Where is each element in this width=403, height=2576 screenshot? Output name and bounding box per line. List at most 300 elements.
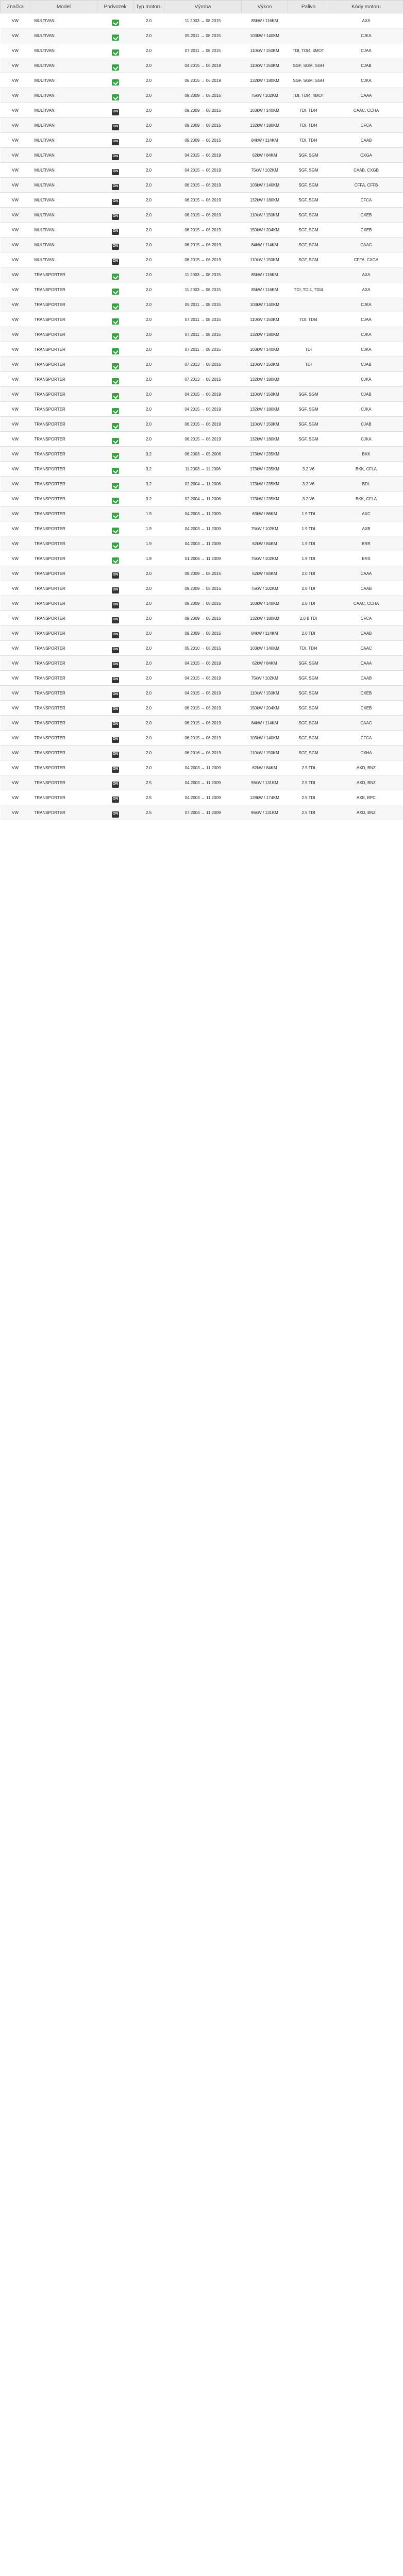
table-row[interactable] <box>1 73 403 88</box>
on-badge-icon <box>112 184 119 190</box>
cell-engine-type: 2.0 <box>133 671 164 686</box>
cell-fuel: 1.9 TDI <box>288 551 329 566</box>
on-badge-icon <box>112 169 119 175</box>
cell-fuel: SGF, SGM <box>288 671 329 686</box>
table-row[interactable] <box>1 760 403 775</box>
table-row[interactable] <box>1 686 403 701</box>
cell-production: 06.2015 → 06.2019 <box>164 716 242 731</box>
table-row[interactable] <box>1 312 403 327</box>
cell-fuel: SGF, SGM, SGH <box>288 58 329 73</box>
cell-fuel: SGF, SGM <box>288 387 329 402</box>
cell-fuel: 1.9 TDI <box>288 506 329 521</box>
cell-engine-codes: BDL <box>329 477 403 492</box>
cell-chassis <box>97 760 133 775</box>
cell-production: 06.2015 → 06.2019 <box>164 223 242 238</box>
cell-model: TRANSPORTER <box>30 566 97 581</box>
table-row[interactable] <box>1 238 403 252</box>
cell-chassis <box>97 506 133 521</box>
cell-chassis <box>97 133 133 148</box>
cell-make: VW <box>1 745 30 760</box>
cell-model: TRANSPORTER <box>30 760 97 775</box>
cell-model: TRANSPORTER <box>30 492 97 506</box>
cell-fuel: 2.0 TDI <box>288 581 329 596</box>
table-row[interactable] <box>1 551 403 566</box>
cell-production: 04.2015 → 06.2019 <box>164 387 242 402</box>
table-row[interactable] <box>1 297 403 312</box>
cell-chassis <box>97 701 133 716</box>
on-badge-icon <box>112 677 119 683</box>
cell-engine-codes: AXA <box>329 267 403 282</box>
cell-model: MULTIVAN <box>30 163 97 178</box>
check-badge-icon <box>112 393 119 399</box>
table-row[interactable] <box>1 581 403 596</box>
cell-engine-codes: CFCA <box>329 611 403 626</box>
cell-model: TRANSPORTER <box>30 357 97 372</box>
cell-model: TRANSPORTER <box>30 447 97 462</box>
table-row[interactable] <box>1 148 403 163</box>
cell-engine-codes: AXA <box>329 13 403 28</box>
cell-fuel: SGF, SGM <box>288 223 329 238</box>
cell-make: VW <box>1 641 30 656</box>
cell-power: 132kW / 180KM <box>242 402 288 417</box>
cell-engine-type: 2.0 <box>133 417 164 432</box>
cell-power: 110kW / 150KM <box>242 357 288 372</box>
cell-make: VW <box>1 43 30 58</box>
table-row[interactable] <box>1 193 403 208</box>
cell-power: 173kW / 235KM <box>242 477 288 492</box>
cell-model: TRANSPORTER <box>30 701 97 716</box>
cell-engine-codes: CJAA <box>329 312 403 327</box>
cell-production: 09.2009 → 08.2015 <box>164 118 242 133</box>
table-row[interactable] <box>1 402 403 417</box>
on-badge-icon <box>112 154 119 160</box>
cell-engine-type: 2.0 <box>133 312 164 327</box>
cell-power: 103kW / 140KM <box>242 641 288 656</box>
cell-power: 110kW / 150KM <box>242 58 288 73</box>
cell-fuel: SGF, SGM <box>288 163 329 178</box>
cell-make: VW <box>1 238 30 252</box>
cell-power: 103kW / 140KM <box>242 731 288 745</box>
table-row[interactable] <box>1 716 403 731</box>
cell-production: 11.2003 → 11.2006 <box>164 462 242 477</box>
cell-chassis <box>97 103 133 118</box>
cell-make: VW <box>1 133 30 148</box>
cell-make: VW <box>1 297 30 312</box>
cell-make: VW <box>1 58 30 73</box>
cell-power: 150kW / 204KM <box>242 701 288 716</box>
cell-production: 07.2011 → 08.2015 <box>164 327 242 342</box>
cell-model: TRANSPORTER <box>30 477 97 492</box>
cell-chassis <box>97 193 133 208</box>
cell-chassis <box>97 417 133 432</box>
table-row[interactable] <box>1 745 403 760</box>
cell-fuel: 2.5 TDI <box>288 775 329 790</box>
cell-fuel: TDI, TDI4, 4MOT <box>288 88 329 103</box>
check-badge-icon <box>112 468 119 474</box>
table-row[interactable] <box>1 432 403 447</box>
table-row[interactable] <box>1 282 403 297</box>
cell-production: 05.2011 → 08.2015 <box>164 297 242 312</box>
table-row[interactable] <box>1 178 403 193</box>
cell-chassis <box>97 372 133 387</box>
cell-engine-type: 2.0 <box>133 641 164 656</box>
cell-engine-type: 2.0 <box>133 686 164 701</box>
cell-chassis <box>97 536 133 551</box>
cell-fuel: SGF, SGM <box>288 417 329 432</box>
table-row[interactable] <box>1 477 403 492</box>
cell-production: 06.2015 → 06.2019 <box>164 238 242 252</box>
table-row[interactable] <box>1 252 403 267</box>
cell-engine-type: 2.5 <box>133 790 164 805</box>
cell-fuel <box>288 297 329 312</box>
table-row[interactable] <box>1 163 403 178</box>
table-row[interactable] <box>1 611 403 626</box>
cell-chassis <box>97 447 133 462</box>
cell-power: 132kW / 180KM <box>242 327 288 342</box>
cell-engine-codes: CJAB <box>329 417 403 432</box>
cell-make: VW <box>1 521 30 536</box>
check-badge-icon <box>112 94 119 100</box>
cell-make: VW <box>1 462 30 477</box>
cell-production: 04.2015 → 06.2019 <box>164 58 242 73</box>
cell-model: MULTIVAN <box>30 208 97 223</box>
cell-make: VW <box>1 716 30 731</box>
cell-make: VW <box>1 282 30 297</box>
cell-fuel: 2.0 TDI <box>288 596 329 611</box>
table-row[interactable] <box>1 13 403 28</box>
header-production[interactable]: Výroba <box>164 1 242 13</box>
cell-model: MULTIVAN <box>30 223 97 238</box>
cell-fuel: SGF, SGM <box>288 193 329 208</box>
cell-production: 11.2003 → 08.2015 <box>164 13 242 28</box>
on-badge-icon <box>112 572 119 579</box>
table-row[interactable] <box>1 656 403 671</box>
cell-power: 173kW / 235KM <box>242 492 288 506</box>
cell-engine-type: 2.0 <box>133 387 164 402</box>
cell-make: VW <box>1 626 30 641</box>
cell-engine-codes: AXE, BPC <box>329 790 403 805</box>
cell-fuel: SGF, SGM <box>288 656 329 671</box>
cell-model: TRANSPORTER <box>30 432 97 447</box>
cell-model: TRANSPORTER <box>30 626 97 641</box>
cell-model: TRANSPORTER <box>30 312 97 327</box>
cell-make: VW <box>1 671 30 686</box>
cell-fuel: 3.2 V6 <box>288 477 329 492</box>
on-badge-icon <box>112 692 119 698</box>
table-row[interactable] <box>1 671 403 686</box>
table-row[interactable] <box>1 342 403 357</box>
table-row[interactable] <box>1 447 403 462</box>
cell-production: 09.2009 → 08.2015 <box>164 133 242 148</box>
cell-engine-codes: BKK <box>329 447 403 462</box>
table-row[interactable] <box>1 790 403 805</box>
cell-power: 84kW / 114KM <box>242 238 288 252</box>
table-row[interactable] <box>1 43 403 58</box>
cell-fuel: TDI, TDI4 <box>288 103 329 118</box>
cell-power: 132kW / 180KM <box>242 372 288 387</box>
cell-engine-type: 1.9 <box>133 536 164 551</box>
cell-power: 84kW / 114KM <box>242 626 288 641</box>
table-row[interactable] <box>1 58 403 73</box>
cell-make: VW <box>1 342 30 357</box>
cell-chassis <box>97 716 133 731</box>
cell-engine-type: 2.0 <box>133 118 164 133</box>
cell-make: VW <box>1 492 30 506</box>
cell-model: MULTIVAN <box>30 133 97 148</box>
check-badge-icon <box>112 289 119 295</box>
header-engine-type[interactable]: Typ motoru <box>133 1 164 13</box>
cell-engine-type: 3.2 <box>133 492 164 506</box>
cell-chassis <box>97 13 133 28</box>
cell-chassis <box>97 163 133 178</box>
check-badge-icon <box>112 363 119 369</box>
table-row[interactable] <box>1 521 403 536</box>
cell-production: 04.2015 → 06.2019 <box>164 163 242 178</box>
cell-engine-type: 2.0 <box>133 148 164 163</box>
cell-engine-codes: CXEB <box>329 223 403 238</box>
cell-engine-codes: CJAB <box>329 357 403 372</box>
check-badge-icon <box>112 438 119 444</box>
cell-engine-type: 2.0 <box>133 267 164 282</box>
cell-power: 103kW / 140KM <box>242 28 288 43</box>
cell-model: TRANSPORTER <box>30 372 97 387</box>
cell-model: MULTIVAN <box>30 103 97 118</box>
cell-model: MULTIVAN <box>30 148 97 163</box>
header-make[interactable]: Značka <box>1 1 30 13</box>
cell-engine-codes: CJKA <box>329 73 403 88</box>
cell-production: 04.2015 → 06.2019 <box>164 148 242 163</box>
cell-engine-type: 2.0 <box>133 581 164 596</box>
cell-engine-type: 2.0 <box>133 252 164 267</box>
cell-production: 04.2015 → 06.2019 <box>164 402 242 417</box>
on-badge-icon <box>112 587 119 594</box>
table-row[interactable] <box>1 327 403 342</box>
cell-production: 04.2003 → 11.2009 <box>164 521 242 536</box>
cell-production: 06.2015 → 06.2019 <box>164 417 242 432</box>
cell-chassis <box>97 238 133 252</box>
table-row[interactable] <box>1 731 403 745</box>
cell-chassis <box>97 566 133 581</box>
cell-make: VW <box>1 13 30 28</box>
check-badge-icon <box>112 498 119 504</box>
cell-engine-codes: CAAB <box>329 581 403 596</box>
cell-model: TRANSPORTER <box>30 327 97 342</box>
cell-model: TRANSPORTER <box>30 671 97 686</box>
cell-engine-codes: CJKA <box>329 28 403 43</box>
cell-production: 07.2011 → 08.2015 <box>164 342 242 357</box>
cell-model: TRANSPORTER <box>30 790 97 805</box>
cell-production: 07.2004 → 11.2009 <box>164 805 242 820</box>
table-row[interactable] <box>1 118 403 133</box>
on-badge-icon <box>112 244 119 250</box>
table-row[interactable] <box>1 626 403 641</box>
cell-production: 06.2015 → 06.2019 <box>164 193 242 208</box>
cell-fuel: TDI, TDI4, TDI4 <box>288 282 329 297</box>
cell-engine-type: 2.0 <box>133 731 164 745</box>
check-badge-icon <box>112 378 119 384</box>
cell-chassis <box>97 402 133 417</box>
cell-production: 04.2003 → 11.2009 <box>164 506 242 521</box>
cell-power: 75kW / 102KM <box>242 581 288 596</box>
header-chassis[interactable]: Podvozek <box>97 1 133 13</box>
table-row[interactable] <box>1 28 403 43</box>
table-row[interactable] <box>1 88 403 103</box>
cell-chassis <box>97 731 133 745</box>
cell-make: VW <box>1 193 30 208</box>
table-row[interactable] <box>1 357 403 372</box>
table-row[interactable] <box>1 462 403 477</box>
table-row[interactable] <box>1 596 403 611</box>
cell-engine-type: 3.2 <box>133 477 164 492</box>
cell-make: VW <box>1 775 30 790</box>
check-badge-icon <box>112 453 119 459</box>
cell-engine-codes: CAAC, CCHA <box>329 596 403 611</box>
table-row[interactable] <box>1 267 403 282</box>
check-badge-icon <box>112 49 119 56</box>
header-model[interactable]: Model <box>30 1 97 13</box>
cell-make: VW <box>1 88 30 103</box>
cell-model: TRANSPORTER <box>30 596 97 611</box>
cell-fuel: TDI, TDI4 <box>288 641 329 656</box>
cell-make: VW <box>1 701 30 716</box>
table-row[interactable] <box>1 387 403 402</box>
cell-engine-type: 2.0 <box>133 626 164 641</box>
cell-make: VW <box>1 432 30 447</box>
cell-engine-type: 2.0 <box>133 716 164 731</box>
table-row[interactable] <box>1 372 403 387</box>
header-power[interactable]: Výkon <box>242 1 288 13</box>
cell-engine-codes: BKK, CFLA <box>329 462 403 477</box>
cell-fuel: SGF, SGM <box>288 745 329 760</box>
table-row[interactable] <box>1 103 403 118</box>
check-badge-icon <box>112 303 119 310</box>
cell-engine-codes: CJKA <box>329 402 403 417</box>
cell-power: 85kW / 116KM <box>242 282 288 297</box>
on-badge-icon <box>112 109 119 115</box>
cell-make: VW <box>1 566 30 581</box>
cell-make: VW <box>1 252 30 267</box>
cell-make: VW <box>1 28 30 43</box>
cell-engine-codes: AXD, BNZ <box>329 805 403 820</box>
cell-engine-type: 2.0 <box>133 297 164 312</box>
cell-power: 75kW / 102KM <box>242 163 288 178</box>
table-row[interactable] <box>1 506 403 521</box>
cell-make: VW <box>1 148 30 163</box>
cell-fuel: SGF, SGM <box>288 252 329 267</box>
cell-model: TRANSPORTER <box>30 417 97 432</box>
table-row[interactable] <box>1 536 403 551</box>
cell-power: 132kW / 180KM <box>242 611 288 626</box>
cell-model: TRANSPORTER <box>30 462 97 477</box>
cell-production: 05.2010 → 08.2015 <box>164 641 242 656</box>
cell-chassis <box>97 88 133 103</box>
cell-power: 110kW / 150KM <box>242 312 288 327</box>
cell-engine-codes: CJKA <box>329 297 403 312</box>
table-row[interactable] <box>1 641 403 656</box>
cell-engine-type: 2.0 <box>133 656 164 671</box>
cell-chassis <box>97 492 133 506</box>
cell-engine-codes: CXEB <box>329 701 403 716</box>
cell-make: VW <box>1 551 30 566</box>
table-row[interactable] <box>1 133 403 148</box>
table-row[interactable] <box>1 417 403 432</box>
check-badge-icon <box>112 64 119 71</box>
cell-make: VW <box>1 327 30 342</box>
cell-fuel <box>288 28 329 43</box>
cell-chassis <box>97 656 133 671</box>
cell-production: 06.2015 → 06.2019 <box>164 701 242 716</box>
on-badge-icon <box>112 259 119 265</box>
cell-make: VW <box>1 656 30 671</box>
on-badge-icon <box>112 707 119 713</box>
cell-fuel: TDI, TDI4 <box>288 133 329 148</box>
cell-make: VW <box>1 312 30 327</box>
cell-engine-type: 2.5 <box>133 775 164 790</box>
table-row[interactable] <box>1 223 403 238</box>
cell-fuel: SGF, SGM <box>288 686 329 701</box>
check-badge-icon <box>112 274 119 280</box>
cell-model: TRANSPORTER <box>30 581 97 596</box>
cell-make: VW <box>1 611 30 626</box>
header-engine-codes[interactable]: Kódy motoru <box>329 1 403 13</box>
table-row[interactable] <box>1 566 403 581</box>
cell-production: 09.2009 → 08.2015 <box>164 611 242 626</box>
cell-make: VW <box>1 506 30 521</box>
cell-chassis <box>97 357 133 372</box>
cell-chassis <box>97 775 133 790</box>
check-badge-icon <box>112 35 119 41</box>
cell-engine-codes: CXEB <box>329 208 403 223</box>
check-badge-icon <box>112 348 119 354</box>
cell-fuel <box>288 13 329 28</box>
table-row[interactable] <box>1 208 403 223</box>
cell-make: VW <box>1 536 30 551</box>
table-row[interactable] <box>1 492 403 506</box>
cell-engine-type: 2.0 <box>133 566 164 581</box>
table-row[interactable] <box>1 775 403 790</box>
cell-power: 110kW / 150KM <box>242 745 288 760</box>
cell-engine-type: 2.0 <box>133 596 164 611</box>
cell-engine-codes: CAAA <box>329 656 403 671</box>
table-row[interactable] <box>1 805 403 820</box>
cell-fuel: SGF, SGM <box>288 178 329 193</box>
cell-engine-codes: BRS <box>329 551 403 566</box>
cell-engine-type: 2.0 <box>133 133 164 148</box>
table-row[interactable] <box>1 701 403 716</box>
cell-engine-type: 2.0 <box>133 611 164 626</box>
cell-engine-type: 2.0 <box>133 342 164 357</box>
cell-engine-type: 3.2 <box>133 447 164 462</box>
cell-make: VW <box>1 118 30 133</box>
cell-fuel: 2.5 TDI <box>288 790 329 805</box>
cell-production: 06.2015 → 06.2019 <box>164 208 242 223</box>
cell-engine-codes: CXEB <box>329 686 403 701</box>
cell-production: 07.2011 → 08.2015 <box>164 312 242 327</box>
cell-chassis <box>97 641 133 656</box>
cell-power: 110kW / 150KM <box>242 43 288 58</box>
cell-chassis <box>97 790 133 805</box>
cell-production: 09.2009 → 08.2015 <box>164 626 242 641</box>
cell-fuel: 3.2 V6 <box>288 462 329 477</box>
cell-power: 75kW / 102KM <box>242 551 288 566</box>
header-fuel[interactable]: Palivo <box>288 1 329 13</box>
cell-model: MULTIVAN <box>30 88 97 103</box>
cell-power: 103kW / 140KM <box>242 342 288 357</box>
check-badge-icon <box>112 20 119 26</box>
cell-engine-type: 2.0 <box>133 193 164 208</box>
cell-production: 04.2015 → 06.2019 <box>164 686 242 701</box>
cell-production: 02.2004 → 11.2006 <box>164 492 242 506</box>
